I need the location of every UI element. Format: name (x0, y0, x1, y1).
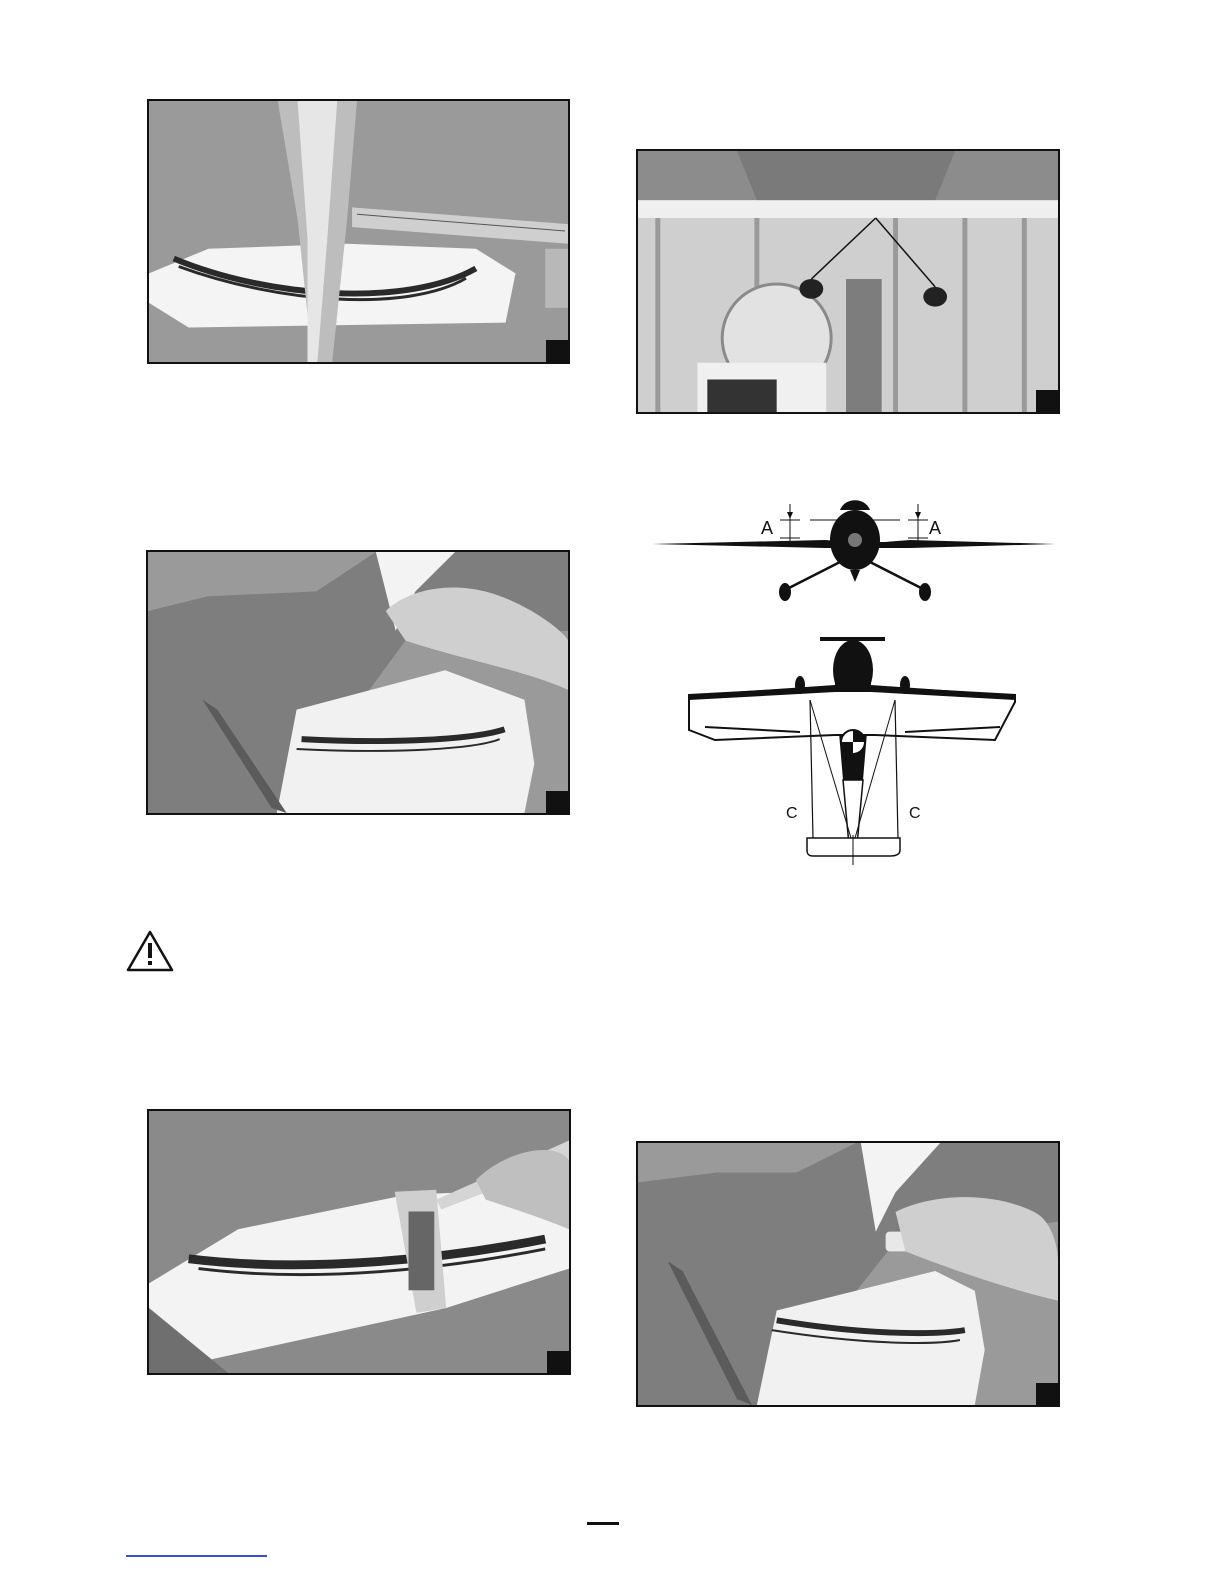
figure-number-tag (546, 340, 568, 362)
figure-number-tag (1036, 1383, 1058, 1405)
figure-number-tag (546, 791, 568, 813)
dimension-label-a-left: A (761, 518, 774, 538)
dimension-label-a-right: A (929, 518, 942, 538)
photo-fuselage-interior (636, 149, 1060, 414)
photo-stabilizer-ruler (147, 99, 570, 364)
diagram-top-view (685, 630, 1025, 870)
page-number-rule (587, 1522, 619, 1525)
photo-gluing-stabilizer (636, 1141, 1060, 1407)
diagram-front-view (650, 492, 1060, 607)
figure-number-tag (547, 1351, 569, 1373)
photo-stabilizer-fuselage-joint (146, 550, 570, 815)
dimension-label-c-right: C (909, 805, 921, 822)
figure-number-tag (1036, 390, 1058, 412)
dimension-label-c-left: C (786, 805, 798, 822)
footer-link[interactable] (126, 1555, 267, 1557)
warning-triangle-icon (126, 930, 174, 972)
photo-marking-stabilizer (147, 1109, 571, 1375)
